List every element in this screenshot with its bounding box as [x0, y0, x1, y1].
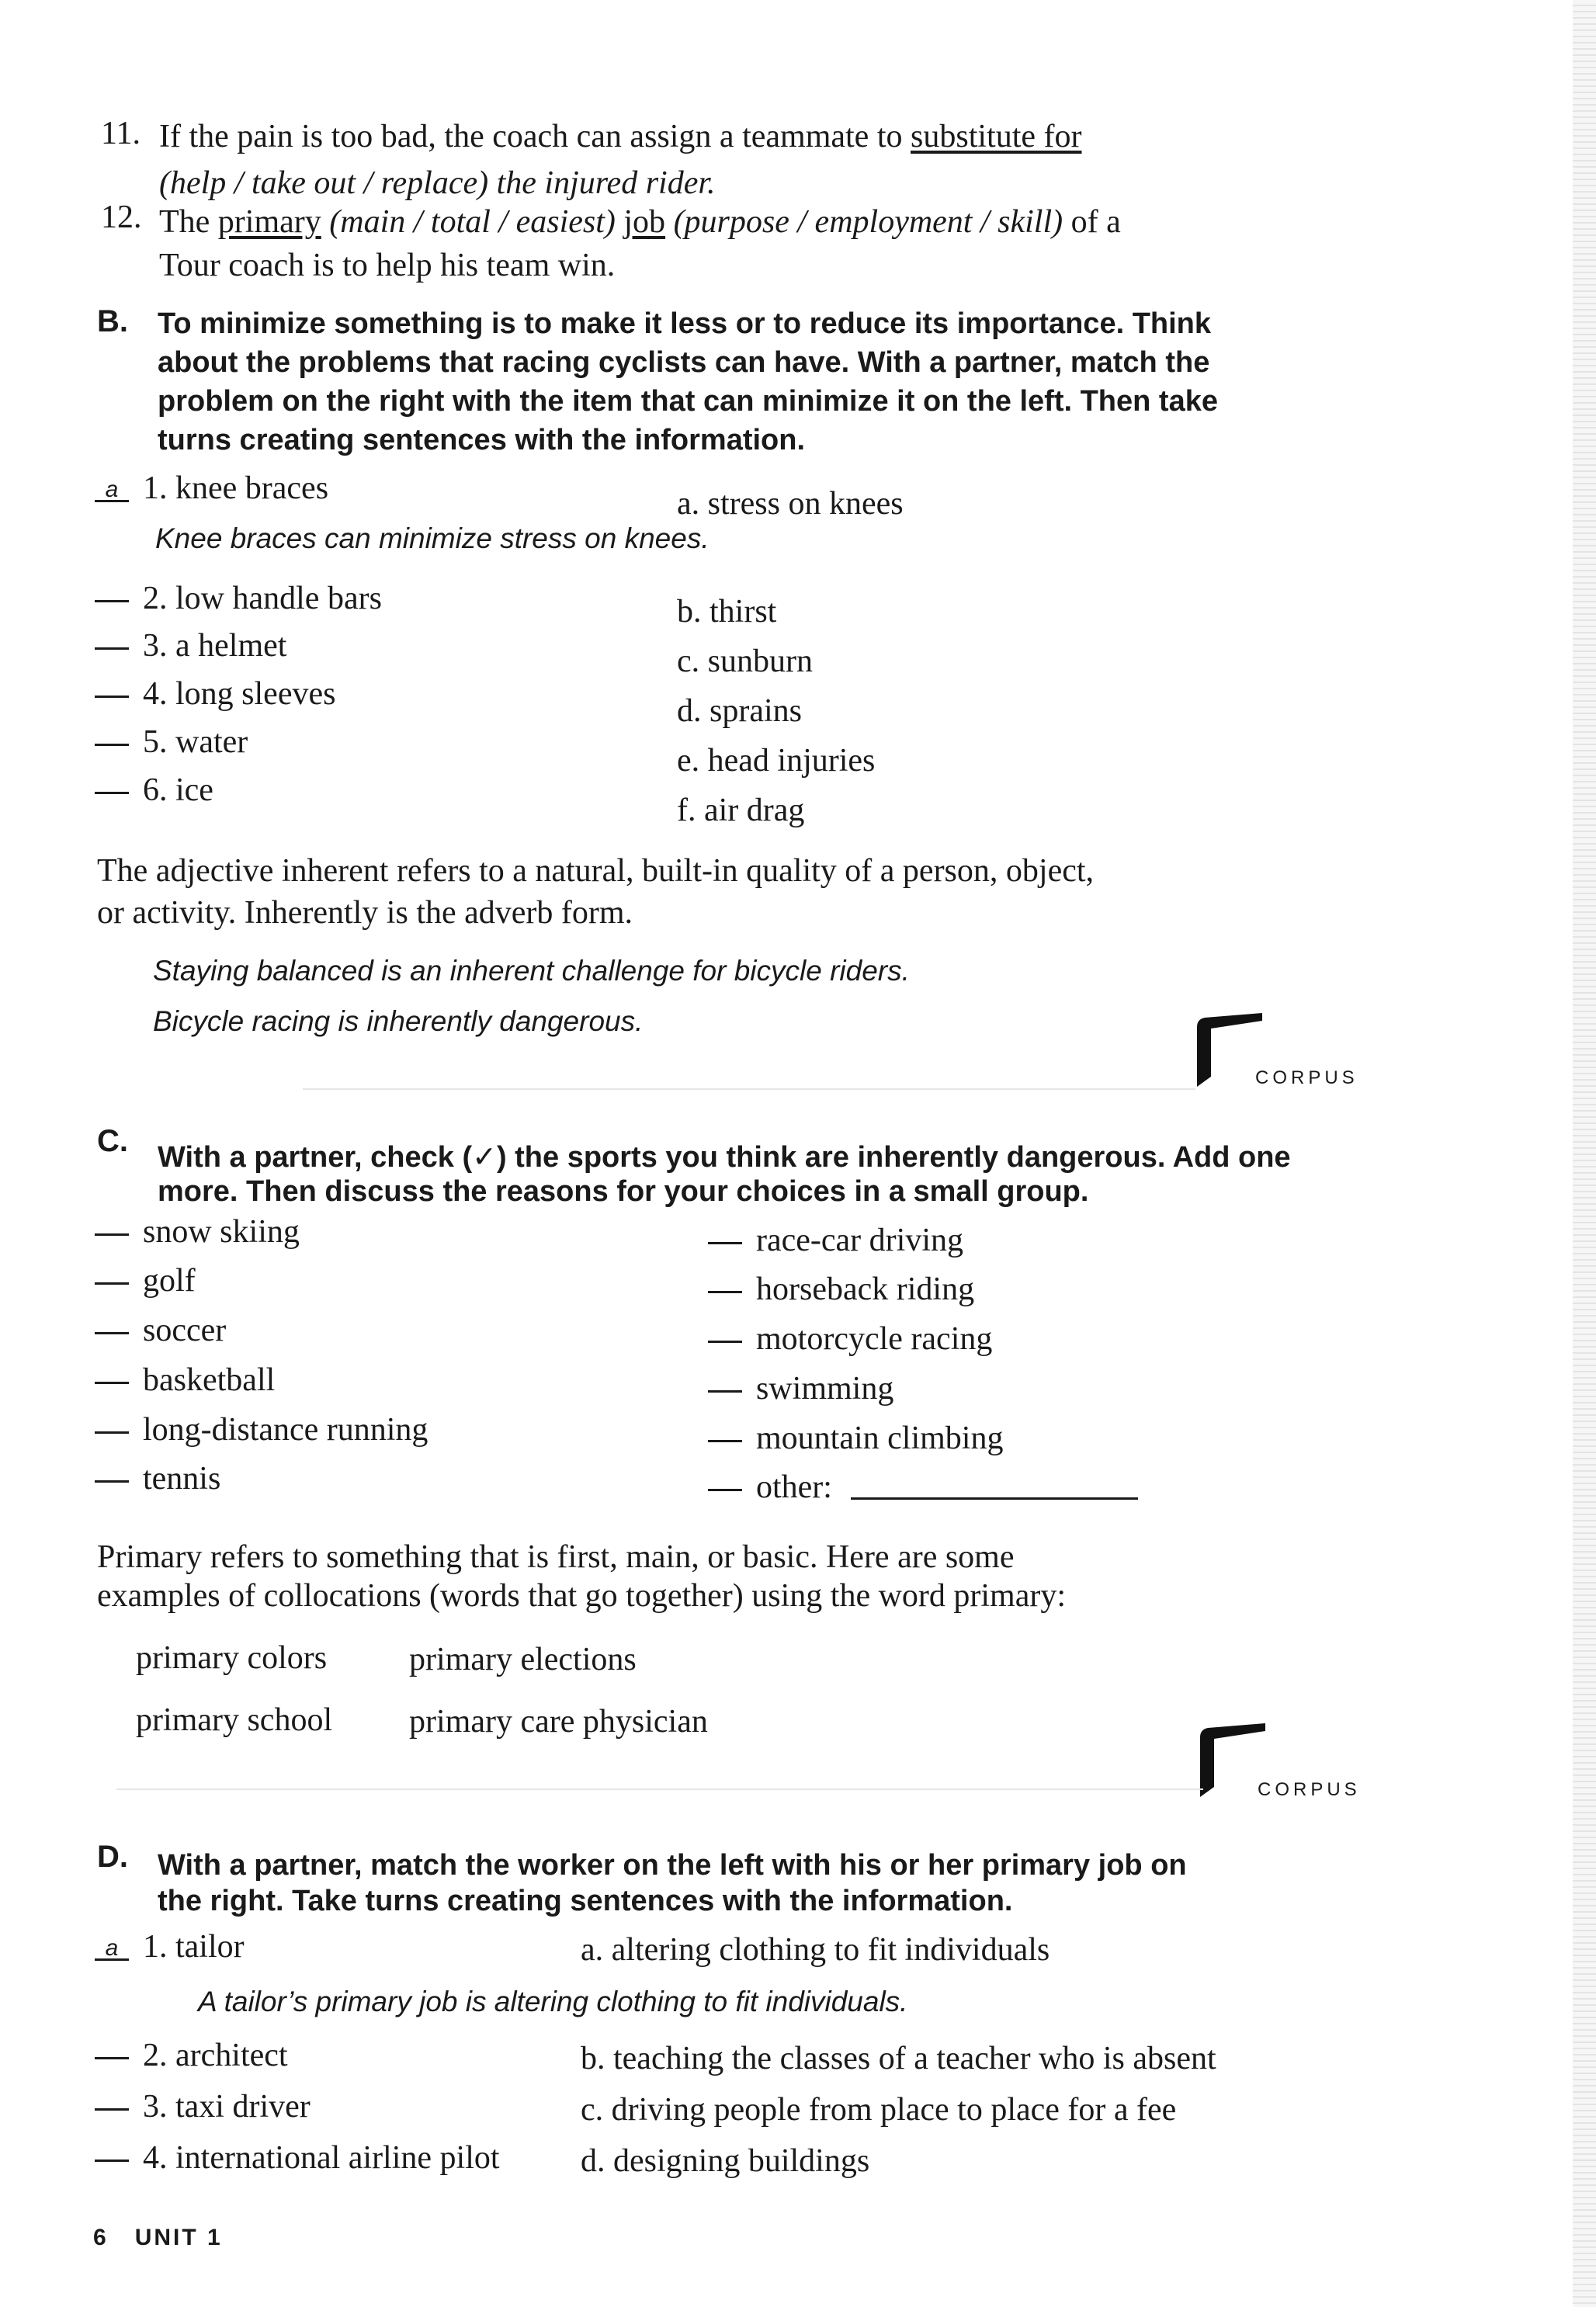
item-11-line1: If the pain is too bad, the coach can assign a teammate to substitute for: [159, 119, 1082, 154]
collocation: primary colors: [136, 1640, 328, 1676]
inherent-note-line1: The adjective inherent refers to a natural, built-in quality of a person, object,: [97, 853, 1095, 889]
divider: [303, 1088, 1195, 1090]
answer-blank[interactable]: [95, 792, 129, 794]
answer-blank[interactable]: [95, 2057, 129, 2059]
section-c-letter: C.: [97, 1124, 128, 1158]
page-edge: [1573, 0, 1596, 2307]
corpus-label: CORPUS: [1255, 1067, 1358, 1088]
section-b-option-c: c. sunburn: [677, 644, 813, 679]
sport-right-3[interactable]: motorcycle racing: [708, 1320, 992, 1358]
section-b-option-e: e. head injuries: [677, 743, 876, 779]
sport-left-3[interactable]: soccer: [95, 1312, 226, 1349]
answer-blank[interactable]: [95, 2160, 129, 2162]
sport-right-4[interactable]: swimming: [708, 1370, 893, 1407]
check-blank[interactable]: [708, 1440, 742, 1442]
primary-note-line2: examples of collocations (words that go together) using the word primary:: [97, 1578, 1067, 1614]
answer-blank[interactable]: [95, 2108, 129, 2111]
section-b-option-d: d. sprains: [677, 693, 802, 729]
section-b-option-f: f. air drag: [677, 793, 805, 828]
answer-blank[interactable]: [95, 696, 129, 698]
term-substitute-for: substitute for: [911, 119, 1082, 154]
check-blank[interactable]: [95, 1332, 129, 1334]
term-job: job: [623, 204, 666, 240]
section-d-option-a: a. altering clothing to fit individuals: [581, 1932, 1050, 1968]
inherent-example-1: Staying balanced is an inherent challenge for bicycle riders.: [153, 955, 910, 987]
section-d-example: A tailor’s primary job is altering clothing to fit individuals.: [198, 1986, 908, 2017]
check-blank[interactable]: [708, 1341, 742, 1343]
item-12: 12.: [101, 199, 142, 235]
item-12-line2: Tour coach is to help his team win.: [159, 248, 616, 283]
section-c-instructions: With a partner, check (✓) the sports you think are inherently dangerous. Add one more. Then discuss the reasons for your choices in a small group.: [158, 1141, 1291, 1208]
inherent-note-line2: or activity. Inherently is the adverb form.: [97, 895, 633, 931]
section-d-row-1: a 1. tailor: [95, 1928, 245, 1965]
section-b-row-4: 4. long sleeves: [95, 675, 335, 713]
section-b-letter: B.: [97, 304, 128, 338]
collocation: primary elections: [409, 1642, 637, 1677]
section-d-instructions: With a partner, match the worker on the left with his or her primary job on the right. Take turns creating sentences with the information.: [158, 1849, 1187, 1917]
sport-left-1[interactable]: snow skiing: [95, 1213, 300, 1251]
section-b-row-5: 5. water: [95, 723, 248, 761]
options-job: (purpose / employment / skill): [673, 204, 1063, 240]
check-blank[interactable]: [95, 1233, 129, 1236]
sport-right-1[interactable]: race-car driving: [708, 1222, 963, 1259]
section-b-row-6: 6. ice: [95, 772, 213, 809]
answer-blank[interactable]: [95, 600, 129, 602]
section-b-instructions: To minimize something is to make it less or to reduce its importance. Think about the problems that racing cyclists can have. With a partner, match the problem on the right with the item that can minimize it on the left. Then take turns creating sentences with the information.: [158, 307, 1218, 456]
unit-label: UNIT 1: [134, 2225, 223, 2250]
check-blank[interactable]: [95, 1382, 129, 1384]
primary-note-line1: Primary refers to something that is first, main, or basic. Here are some: [97, 1539, 1015, 1575]
section-b-option-b: b. thirst: [677, 594, 777, 630]
check-blank[interactable]: [95, 1431, 129, 1434]
section-d-option-b: b. teaching the classes of a teacher who is absent: [581, 2041, 1216, 2076]
check-blank[interactable]: [708, 1489, 742, 1491]
inherent-example-2: Bicycle racing is inherently dangerous.: [153, 1005, 644, 1037]
other-sport-input[interactable]: [851, 1497, 1138, 1500]
item-11: 11.: [101, 116, 141, 151]
section-d-option-d: d. designing buildings: [581, 2143, 870, 2179]
sport-left-5[interactable]: long-distance running: [95, 1411, 428, 1448]
section-d-row-4: 4. international airline pilot: [95, 2139, 500, 2177]
item-11-line2: (help / take out / replace) the injured rider.: [159, 165, 716, 201]
check-blank[interactable]: [95, 1282, 129, 1285]
section-b-row-2: 2. low handle bars: [95, 580, 382, 617]
sport-right-2[interactable]: horseback riding: [708, 1271, 974, 1308]
sport-right-5[interactable]: mountain climbing: [708, 1420, 1003, 1457]
divider: [116, 1788, 1203, 1790]
section-b-row-3: 3. a helmet: [95, 627, 286, 664]
answer-blank[interactable]: a: [95, 1938, 129, 1961]
collocation: primary care physician: [409, 1704, 708, 1740]
collocation: primary school: [136, 1702, 333, 1738]
sport-right-6: other:: [708, 1469, 832, 1506]
section-b-option-a: a. stress on knees: [677, 486, 904, 522]
page-number: 6: [93, 2225, 109, 2250]
section-d-row-2: 2. architect: [95, 2037, 288, 2074]
section-b-example: Knee braces can minimize stress on knees.: [155, 522, 710, 554]
options-primary: (main / total / easiest): [329, 204, 616, 240]
section-b-row-1: a 1. knee braces: [95, 470, 328, 507]
item-12-line1: The primary (main / total / easiest) job (purpose / employment / skill) of a: [159, 204, 1121, 240]
section-d-letter: D.: [97, 1840, 128, 1874]
check-blank[interactable]: [708, 1390, 742, 1393]
corpus-label: CORPUS: [1258, 1779, 1361, 1800]
sport-left-2[interactable]: golf: [95, 1262, 196, 1299]
sport-left-6[interactable]: tennis: [95, 1460, 220, 1497]
section-d-option-c: c. driving people from place to place for a fee: [581, 2092, 1177, 2128]
answer-blank[interactable]: [95, 647, 129, 650]
check-blank[interactable]: [708, 1291, 742, 1293]
footer: [93, 2225, 223, 2251]
check-blank[interactable]: [95, 1480, 129, 1483]
answer-blank[interactable]: a: [95, 480, 129, 502]
section-d-row-3: 3. taxi driver: [95, 2088, 311, 2125]
answer-blank[interactable]: [95, 744, 129, 746]
term-primary: primary: [217, 204, 321, 240]
sport-left-4[interactable]: basketball: [95, 1362, 275, 1399]
check-blank[interactable]: [708, 1242, 742, 1244]
